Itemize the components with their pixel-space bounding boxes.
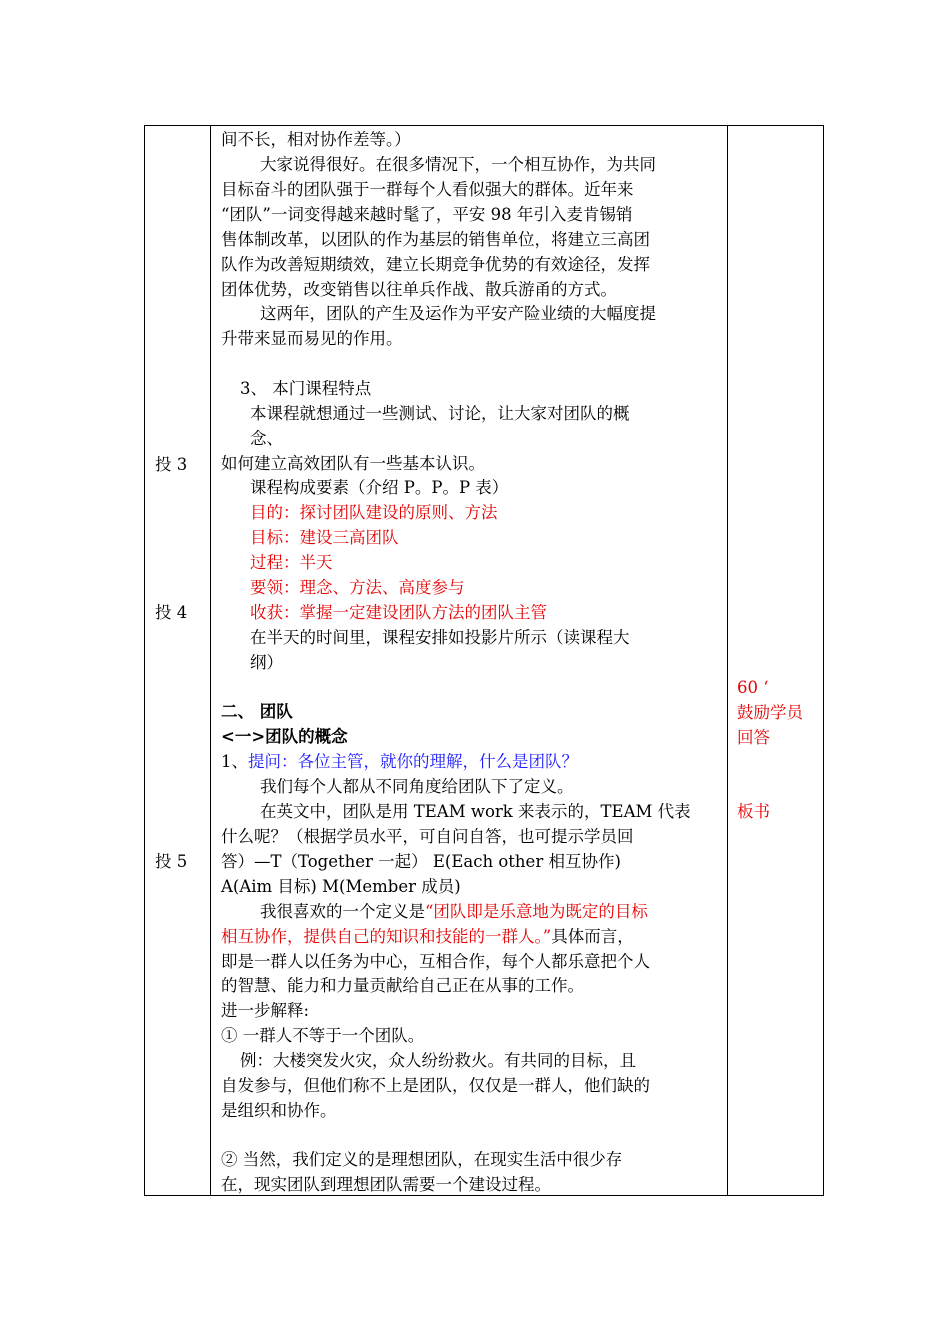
text-line: 是组织和协作。 xyxy=(221,1101,337,1120)
lesson-plan-table xyxy=(144,125,824,1196)
course-gains: 收获：掌握一定建设团队方法的团队主管 xyxy=(250,603,547,622)
definition-intro: 我很喜欢的一个定义是 xyxy=(260,902,425,921)
note-encourage: 鼓励学员 xyxy=(737,703,803,722)
definition-quote-start: “团队即是乐意地为既定的目标 xyxy=(425,902,648,921)
course-purpose: 目的：探讨团队建设的原则、方法 xyxy=(250,503,498,522)
text-line: 的智慧、能力和力量贡献给自己正在从事的工作。 xyxy=(221,976,584,995)
section-heading: 3、 本门课程特点 xyxy=(240,379,372,398)
text-line: 在，现实团队到理想团队需要一个建设过程。 xyxy=(221,1175,551,1194)
text-line: 间不长，相对协作差等。） xyxy=(221,130,411,149)
text-line: 什么呢？（根据学员水平，可自问自答，也可提示学员回 xyxy=(221,827,634,846)
text-line: 答）—T（Together 一起） E(Each other 相互协作) xyxy=(221,852,621,871)
column-divider-right xyxy=(727,126,728,1195)
subsection-heading: <一>团队的概念 xyxy=(221,727,348,746)
time-note: 60 ‘ xyxy=(737,678,769,697)
text-line: 课程构成要素（介绍 P。P。P 表） xyxy=(250,478,509,497)
slide-cue-5: 投 5 xyxy=(155,852,188,871)
text-line: 队作为改善短期绩效，建立长期竞争优势的有效途径，发挥 xyxy=(221,255,650,274)
definition-quote-end: 相互协作，提供自己的知识和技能的一群人。” xyxy=(221,927,552,946)
text-line: “团队”一词变得越来越时髦了，平安 98 年引入麦肯锡销 xyxy=(221,205,633,224)
text-line: 纲） xyxy=(250,653,283,672)
text-line: 大家说得很好。在很多情况下，一个相互协作，为共同 xyxy=(260,155,656,174)
text-line: 在半天的时间里，课程安排如投影片所示（读课程大 xyxy=(250,628,630,647)
list-number: 1、 xyxy=(221,752,248,771)
question-line xyxy=(221,750,578,774)
text-line: 本课程就想通过一些测试、讨论，让大家对团队的概 xyxy=(250,404,630,423)
text-line: 在英文中，团队是用 TEAM work 来表示的，TEAM 代表 xyxy=(260,802,691,821)
course-process: 过程：半天 xyxy=(250,553,333,572)
text-line: 例：大楼突发火灾，众人纷纷救火。有共同的目标，且 xyxy=(240,1051,636,1070)
text-line: 这两年，团队的产生及运作为平安产险业绩的大幅度提 xyxy=(260,304,656,323)
text-line: 升带来显而易见的作用。 xyxy=(221,329,403,348)
text-line: 自发参与，但他们称不上是团队，仅仅是一群人，他们缺的 xyxy=(221,1076,650,1095)
text-line: 如何建立高效团队有一些基本认识。 xyxy=(221,454,485,473)
slide-cue-3: 投 3 xyxy=(155,455,188,474)
point-two: ② 当然，我们定义的是理想团队，在现实生活中很少存 xyxy=(221,1150,623,1169)
text-line: A(Aim 目标) M(Member 成员) xyxy=(221,877,461,896)
chapter-heading: 二、 团队 xyxy=(221,702,293,721)
definition-followup: 具体而言， xyxy=(551,927,634,946)
text-line: 团体优势，改变销售以往单兵作战、散兵游甬的方式。 xyxy=(221,280,617,299)
text-line: 我们每个人都从不同角度给团队下了定义。 xyxy=(260,777,574,796)
definition-line xyxy=(260,900,648,924)
text-line: 售体制改革，以团队的作为基层的销售单位，将建立三高团 xyxy=(221,230,650,249)
note-blackboard: 板书 xyxy=(737,802,770,821)
note-answer: 回答 xyxy=(737,728,770,747)
point-one: ① 一群人不等于一个团队。 xyxy=(221,1026,425,1045)
slide-cue-4: 投 4 xyxy=(155,603,188,622)
definition-line xyxy=(221,925,634,949)
text-line: 目标奋斗的团队强于一群每个人看似强大的群体。近年来 xyxy=(221,180,634,199)
text-line: 念、 xyxy=(250,429,283,448)
course-goal: 目标：建设三高团队 xyxy=(250,528,399,547)
text-line: 进一步解释: xyxy=(221,1001,310,1020)
column-divider-left xyxy=(210,126,211,1195)
text-line: 即是一群人以任务为中心，互相合作，每个人都乐意把个人 xyxy=(221,952,650,971)
course-essentials: 要领：理念、方法、高度参与 xyxy=(250,578,465,597)
question-text: 提问：各位主管，就你的理解，什么是团队？ xyxy=(248,752,578,771)
